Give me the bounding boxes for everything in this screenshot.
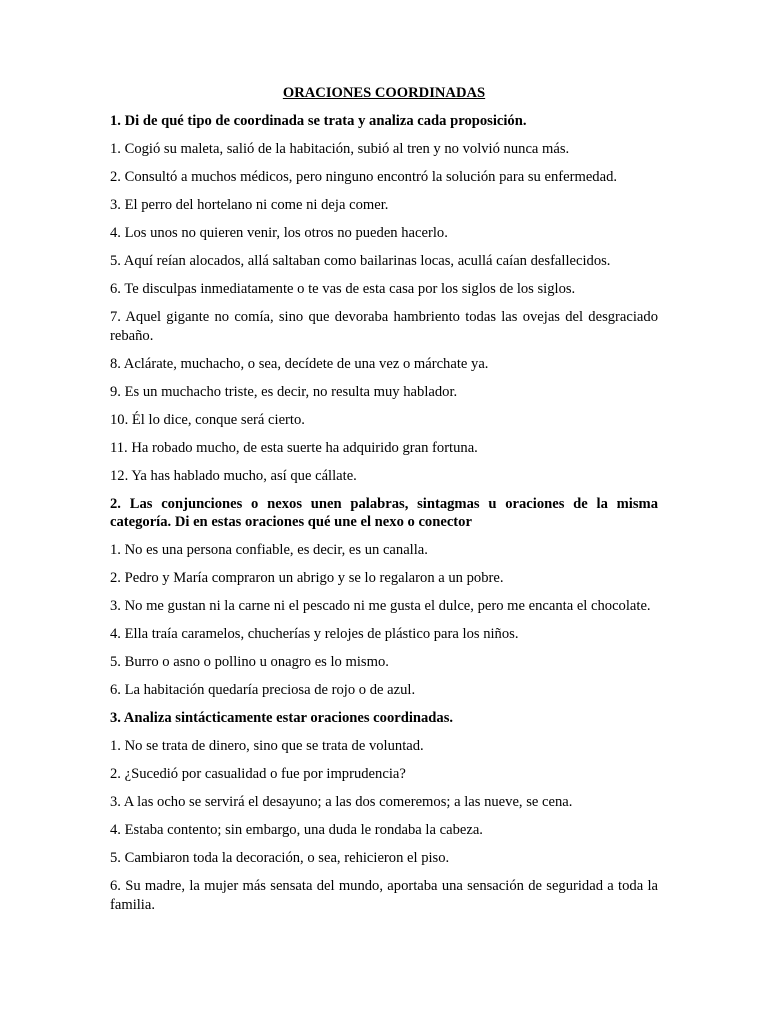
exercise-item: 1. No es una persona confiable, es decir, es un canalla. [110,542,428,558]
section-2-heading: 2. Las conjunciones o nexos unen palabras, sintagmas u oraciones de la misma categoría. Di en estas oraciones qué une el nexo o conector [110,495,658,530]
exercise-item: 6. La habitación quedaría preciosa de rojo o de azul. [110,682,416,698]
exercise-item: 4. Ella traía caramelos, chucherías y relojes de plástico para los niños. [110,626,519,642]
exercise-item: 10. Él lo dice, conque será cierto. [110,411,305,428]
exercise-item: 11. Ha robado mucho, de esta suerte ha adquirido gran fortuna. [110,439,478,456]
exercise-item: 5. Aquí reían alocados, allá saltaban como bailarinas locas, acullá caían desfallecidos. [110,253,611,269]
document-page [110,84,658,924]
exercise-item: 9. Es un muchacho triste, es decir, no resulta muy hablador. [110,383,458,400]
exercise-item: 3. El perro del hortelano ni come ni deja comer. [110,197,389,213]
exercise-item: 3. A las ocho se servirá el desayuno; a las dos comeremos; a las nueve, se cena. [110,794,573,810]
exercise-item: 5. Burro o asno o pollino u onagro es lo mismo. [110,654,389,670]
exercise-item: 6. Te disculpas inmediatamente o te vas de esta casa por los siglos de los siglos. [110,281,576,297]
section-3-heading: 3. Analiza sintácticamente estar oraciones coordinadas. [110,710,454,726]
exercise-item: 4. Estaba contento; sin embargo, una duda le rondaba la cabeza. [110,822,483,838]
exercise-item: 6. Su madre, la mujer más sensata del mundo, aportaba una sensación de seguridad a toda la familia. [110,878,658,913]
exercise-item: 5. Cambiaron toda la decoración, o sea, rehicieron el piso. [110,850,450,866]
exercise-item: 7. Aquel gigante no comía, sino que devoraba hambriento todas las ovejas del desgraciado rebaño. [110,309,658,344]
exercise-item: 2. Pedro y María compraron un abrigo y se lo regalaron a un pobre. [110,570,504,586]
exercise-item: 2. ¿Sucedió por casualidad o fue por imprudencia? [110,766,406,782]
document-title: ORACIONES COORDINADAS [282,85,486,101]
exercise-item: 8. Aclárate, muchacho, o sea, decídete de una vez o márchate ya. [110,355,489,372]
section-1-heading: 1. Di de qué tipo de coordinada se trata y analiza cada proposición. [110,113,527,129]
exercise-item: 4. Los unos no quieren venir, los otros no pueden hacerlo. [110,225,448,241]
exercise-item: 1. No se trata de dinero, sino que se trata de voluntad. [110,738,424,754]
exercise-item: 1. Cogió su maleta, salió de la habitación, subió al tren y no volvió nunca más. [110,141,570,157]
exercise-item: 2. Consultó a muchos médicos, pero ninguno encontró la solución para su enfermedad. [110,169,618,185]
exercise-item: 12. Ya has hablado mucho, así que cállate. [110,467,357,484]
exercise-item: 3. No me gustan ni la carne ni el pescado ni me gusta el dulce, pero me encanta el chocolate. [110,598,651,614]
